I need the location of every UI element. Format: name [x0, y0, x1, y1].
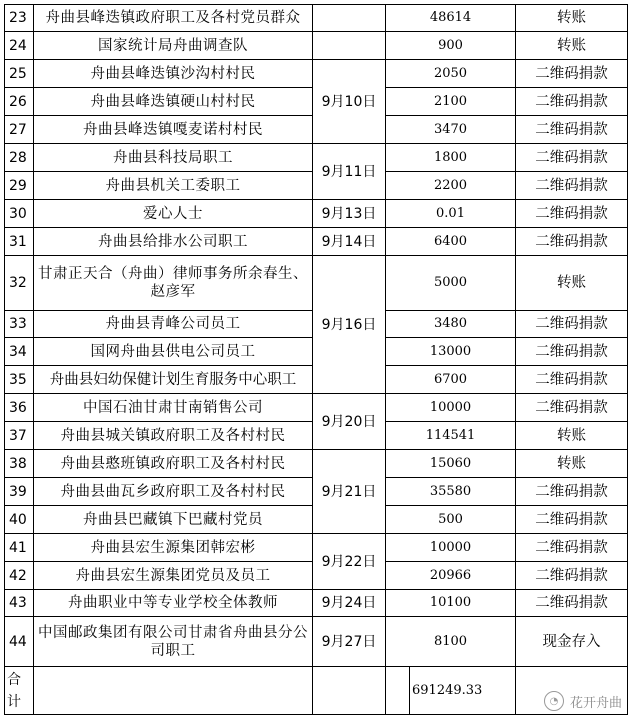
row-number: 42	[5, 562, 34, 590]
row-number: 32	[5, 256, 34, 311]
amount-cell: 3470	[386, 116, 516, 144]
date-cell: 9月22日	[313, 534, 386, 590]
row-number: 39	[5, 478, 34, 506]
method-cell: 二维码捐款	[516, 506, 628, 534]
donor-name: 舟曲县曲瓦乡政府职工及各村村民	[34, 478, 313, 506]
method-cell: 二维码捐款	[516, 562, 628, 590]
donor-name: 舟曲县宏生源集团党员及员工	[34, 562, 313, 590]
row-number: 26	[5, 88, 34, 116]
table-row	[5, 534, 628, 562]
row-number: 29	[5, 172, 34, 200]
date-cell: 9月13日	[313, 200, 386, 228]
amount-cell: 10100	[386, 590, 516, 617]
wechat-icon: ◔	[544, 691, 564, 711]
amount-cell: 900	[386, 32, 516, 60]
donor-name: 舟曲县妇幼保健计划生育服务中心职工	[34, 366, 313, 394]
method-cell: 转账	[516, 256, 628, 311]
table-row	[5, 450, 628, 478]
row-number: 31	[5, 228, 34, 256]
method-cell: 转账	[516, 32, 628, 60]
donor-name: 中国石油甘肃甘南销售公司	[34, 394, 313, 422]
date-cell: 9月20日	[313, 394, 386, 450]
row-number: 33	[5, 311, 34, 338]
donor-name: 舟曲职业中等专业学校全体教师	[34, 590, 313, 617]
method-cell: 二维码捐款	[516, 60, 628, 88]
donor-name: 舟曲县机关工委职工	[34, 172, 313, 200]
donor-name: 舟曲县峰迭镇嘎麦诺村村民	[34, 116, 313, 144]
row-number: 25	[5, 60, 34, 88]
amount-cell: 20966	[386, 562, 516, 590]
method-cell: 二维码捐款	[516, 478, 628, 506]
donor-name: 舟曲县巴藏镇下巴藏村党员	[34, 506, 313, 534]
method-cell: 二维码捐款	[516, 228, 628, 256]
method-cell: 二维码捐款	[516, 366, 628, 394]
amount-cell: 2050	[386, 60, 516, 88]
amount-cell: 35580	[386, 478, 516, 506]
table-row	[5, 32, 628, 60]
row-number: 43	[5, 590, 34, 617]
amount-cell: 8100	[386, 617, 516, 667]
row-number: 41	[5, 534, 34, 562]
row-number: 34	[5, 338, 34, 366]
method-cell: 二维码捐款	[516, 590, 628, 617]
amount-cell: 48614	[386, 5, 516, 32]
donor-name: 舟曲县峰迭镇政府职工及各村党员群众	[34, 5, 313, 32]
method-cell: 二维码捐款	[516, 338, 628, 366]
method-cell: 转账	[516, 450, 628, 478]
row-number: 28	[5, 144, 34, 172]
total-name-cell	[34, 667, 313, 715]
row-number: 27	[5, 116, 34, 144]
table-row	[5, 617, 628, 667]
donor-name: 舟曲县城关镇政府职工及各村村民	[34, 422, 313, 450]
row-number: 23	[5, 5, 34, 32]
donor-name: 爱心人士	[34, 200, 313, 228]
donor-name: 国家统计局舟曲调查队	[34, 32, 313, 60]
method-cell: 转账	[516, 5, 628, 32]
row-number: 36	[5, 394, 34, 422]
total-date-cell	[313, 667, 386, 715]
donor-name: 甘肃正天合（舟曲）律师事务所余春生、赵彦军	[34, 256, 313, 311]
table-row	[5, 228, 628, 256]
table-row	[5, 394, 628, 422]
method-cell: 现金存入	[516, 617, 628, 667]
amount-cell: 500	[386, 506, 516, 534]
amount-cell: 10000	[386, 534, 516, 562]
method-cell: 二维码捐款	[516, 88, 628, 116]
table-row	[5, 60, 628, 88]
amount-cell: 3480	[386, 311, 516, 338]
donor-name: 舟曲县青峰公司员工	[34, 311, 313, 338]
donor-name: 中国邮政集团有限公司甘肃省舟曲县分公司职工	[34, 617, 313, 667]
row-number: 37	[5, 422, 34, 450]
amount-cell: 2100	[386, 88, 516, 116]
row-number: 44	[5, 617, 34, 667]
watermark-text: 花开舟曲	[569, 695, 622, 711]
date-cell: 9月27日	[313, 617, 386, 667]
method-cell: 二维码捐款	[516, 534, 628, 562]
amount-cell: 5000	[386, 256, 516, 311]
method-cell: 转账	[516, 422, 628, 450]
amount-cell: 0.01	[386, 200, 516, 228]
row-number: 38	[5, 450, 34, 478]
total-amount: 691249.33	[410, 667, 516, 715]
amount-cell: 114541	[386, 422, 516, 450]
method-cell: 二维码捐款	[516, 311, 628, 338]
date-cell: 9月21日	[313, 450, 386, 534]
table-row	[5, 144, 628, 172]
table-row	[5, 5, 628, 32]
row-number: 24	[5, 32, 34, 60]
date-cell: 9月24日	[313, 590, 386, 617]
total-label: 合计	[5, 667, 34, 715]
method-cell: 二维码捐款	[516, 394, 628, 422]
donor-name: 舟曲县峰迭镇硬山村村民	[34, 88, 313, 116]
method-cell: 二维码捐款	[516, 172, 628, 200]
method-cell: 二维码捐款	[516, 116, 628, 144]
donor-name: 舟曲县给排水公司职工	[34, 228, 313, 256]
amount-cell: 6700	[386, 366, 516, 394]
row-number: 30	[5, 200, 34, 228]
donor-name: 舟曲县憨班镇政府职工及各村村民	[34, 450, 313, 478]
table-row	[5, 200, 628, 228]
donor-name: 舟曲县科技局职工	[34, 144, 313, 172]
date-cell	[313, 32, 386, 60]
date-cell: 9月11日	[313, 144, 386, 200]
row-number: 40	[5, 506, 34, 534]
method-cell: 二维码捐款	[516, 200, 628, 228]
table-row	[5, 590, 628, 617]
date-cell	[313, 5, 386, 32]
date-cell: 9月16日	[313, 256, 386, 394]
amount-cell: 15060	[386, 450, 516, 478]
row-number: 35	[5, 366, 34, 394]
donation-table	[4, 4, 628, 715]
total-spacer-cell	[386, 667, 410, 715]
donor-name: 舟曲县宏生源集团韩宏彬	[34, 534, 313, 562]
donor-name: 国网舟曲县供电公司员工	[34, 338, 313, 366]
amount-cell: 10000	[386, 394, 516, 422]
watermark	[544, 691, 622, 711]
date-cell: 9月10日	[313, 60, 386, 144]
donor-name: 舟曲县峰迭镇沙沟村村民	[34, 60, 313, 88]
amount-cell: 13000	[386, 338, 516, 366]
method-cell: 二维码捐款	[516, 144, 628, 172]
date-cell: 9月14日	[313, 228, 386, 256]
table-row	[5, 256, 628, 311]
total-row	[5, 667, 628, 715]
amount-cell: 1800	[386, 144, 516, 172]
amount-cell: 2200	[386, 172, 516, 200]
amount-cell: 6400	[386, 228, 516, 256]
